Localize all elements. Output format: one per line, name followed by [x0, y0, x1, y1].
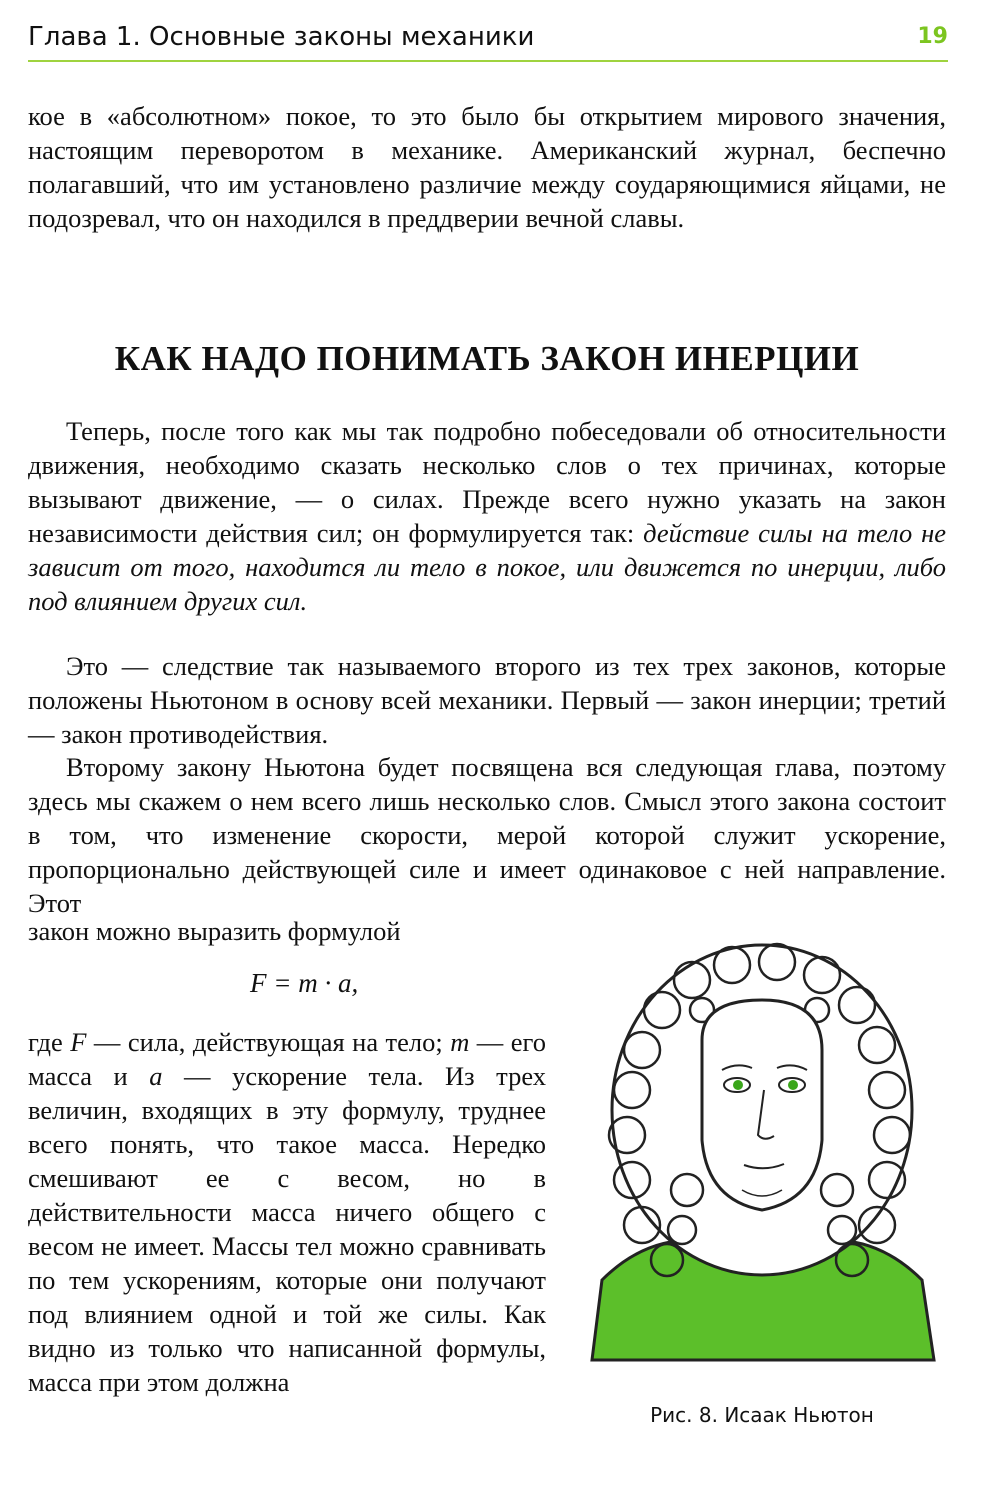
continuation-paragraph: кое в «абсолютном» покое, то это было бы открытием мирового значения, настоящим переворотом в механике. Американский журнал, беспечно полагавший, что им установлено различие между соударяющимися яйцами, не подозревал, что он находился в преддверии вечной славы.	[28, 101, 946, 233]
paragraph-relativity	[28, 414, 946, 618]
page-header	[28, 22, 948, 62]
symbol-f: F	[70, 1027, 87, 1057]
paragraph-second-law	[28, 750, 946, 920]
symbol-a: a	[149, 1061, 163, 1091]
newton-portrait-figure	[582, 940, 942, 1368]
header-rule	[28, 60, 948, 62]
section-title: КАК НАДО ПОНИМАТЬ ЗАКОН ИНЕРЦИИ	[114, 339, 860, 378]
chapter-title: Глава 1. Основные законы механики	[28, 22, 535, 52]
paragraph-newton-laws: Это — следствие так называемого второго из тех трех законов, которые положены Ньютоном в основу всей механики. Первый — закон инерции; третий — закон противодействия.	[28, 651, 946, 749]
symbol-m: m	[450, 1027, 470, 1057]
paragraph-mass	[28, 1025, 546, 1399]
text-part: — сила, действующая на тело;	[86, 1027, 451, 1057]
newton-portrait	[582, 940, 942, 1368]
figure-caption: Рис. 8. Исаак Ньютон	[650, 1403, 874, 1427]
paragraph-second-law-end: закон можно выразить формулой	[28, 916, 401, 946]
text-part: — его масса и	[28, 1027, 546, 1091]
text-part: где	[28, 1027, 71, 1057]
page-number: 19	[917, 24, 948, 49]
text-part: — ускорение тела. Из трех величин, входящих в эту формулу, труднее всего понять, что такое масса. Нередко смешивают ее с весом, но в действительности масса ничего общего с весом не имеет. Массы тел можно сравнивать по тем ускорениям, которые они получают под влиянием одной и той же силы. Как видно из только что написанной формулы, масса при этом должна	[28, 1061, 546, 1397]
law-statement: действие силы на тело не зависит от того, находится ли тело в покое, или движется по инерции, либо под влиянием других сил.	[28, 518, 947, 616]
paragraph-text: Второму закону Ньютона будет посвящена вся следующая глава, поэтому здесь мы скажем о нем всего лишь несколько слов. Смысл этого закона состоит в том, что изменение скорости, мерой которой служит ускорение, пропорционально действующей силе и имеет одинаковое с ней направление. Этот	[28, 752, 946, 918]
formula-text: F = m · a,	[250, 968, 359, 998]
formula	[250, 966, 358, 1000]
paragraph-text: Теперь, после того как мы так подробно побеседовали об относительности движения, необходимо сказать несколько слов о тех причинах, которые вызывают движение, — о силах. Прежде всего нужно указать на закон независимости действия сил; он формулируется так:	[28, 416, 946, 548]
